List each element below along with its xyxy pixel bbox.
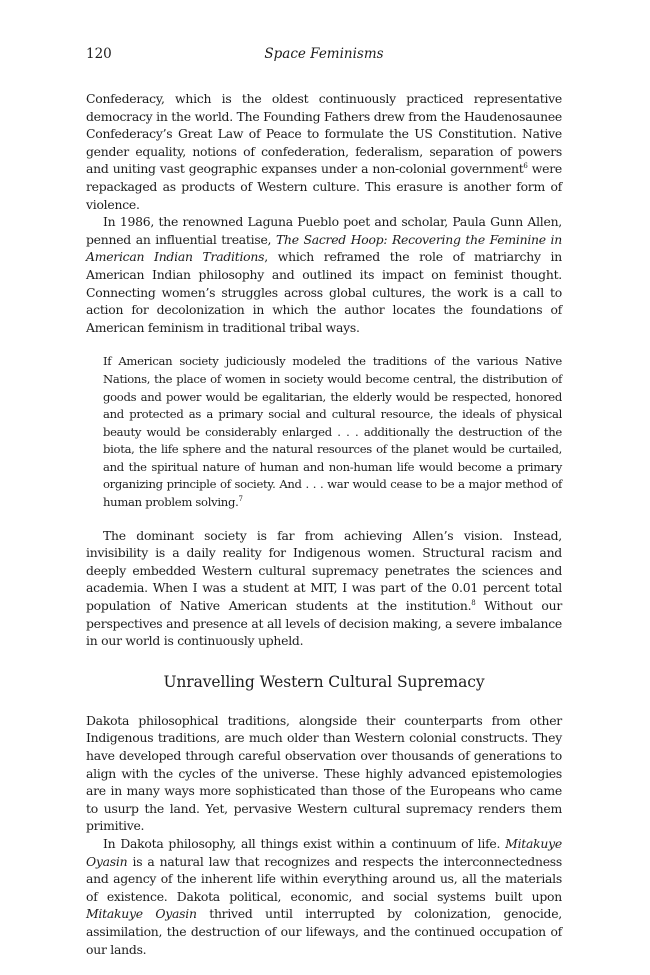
paragraph-text: The dominant society is far from achieving Allen’s vision. Instead, invisibility is a daily reality for Indigenous women. Structural racism and deeply embedded Western cultural supremacy penetrates the sciences and academia. When I was a student at MIT, I was part of the 0.01 percent total population of Native American students at the institution. [86,527,562,614]
dakota-term: Mitakuye Oyasin [86,906,197,922]
section-heading: Unravelling Western Cultural Supremacy [163,672,485,691]
paragraph-dominant-society [86,527,562,650]
paragraph-text: Without our perspectives and presence at all levels of decision making, a severe imbalance in our world is continuously upheld. [86,598,562,649]
page-header [86,46,562,66]
paragraph-continued [86,90,562,213]
page-number: 120 [86,46,112,62]
paragraph-mitakuye-oyasin [86,835,562,958]
page-body [86,90,562,958]
paragraph-text: In Dakota philosophy, all things exist within a continuum of life. [103,835,506,851]
paragraph-text: , which reframed the role of matriarchy in American Indian philosophy and outlined its impact on feminist thought. Connecting women’s struggles across global cultures, the work is a call to action for decolonization in which the author locates the foundations of American feminism in traditional tribal ways. [86,249,562,335]
paragraph-text: is a natural law that recognizes and respects the interconnectedness and agency of the inherent life within everything around us, all the materials of existence. Dakota political, economic, and social systems built upon [86,853,562,904]
footnote-marker: 8 [471,599,476,608]
footnote-marker: 6 [523,162,528,171]
paragraph-text: thrived until interrupted by colonization, genocide, assimilation, the destruction of our lifeways, and the continued occupation of our lands. [86,906,563,957]
paragraph-text: Dakota philosophical traditions, alongside their counterparts from other Indigenous traditions, are much older than Western colonial constructs. They have developed through careful observation over thousands of generations to align with the cycles of the universe. These highly advanced epistemologies are in many ways more sophisticated than those of the Europeans who came to usurp the land. Yet, pervasive Western cultural supremacy renders them primitive. [86,712,562,834]
quote-text: If American society judiciously modeled the traditions of the various Native Nations, the place of women in society would become central, the distribution of goods and power would be egalitarian, the elderly would be respected, honored and protected as a primary social and cultural resource, the ideals of physical beauty would be considerably enlarged . . . additionally the destruction of the biota, the life sphere and the natural resources of the planet would be curtailed, and the spiritual nature of human and non-human life would become a primary organizing principle of society. And . . . war would cease to be a major method of human problem solving. [103,354,562,510]
paragraph-text: Confederacy, which is the oldest continuously practiced representative democracy in the world. The Founding Fathers drew from the Haudenosaunee Confederacy’s Great Law of Peace to formulate the US Constitution. Native gender equality, notions of confederation, federalism, separation of powers and uniting vast geographic expanses under a non-colonial government [86,91,562,177]
running-title: Space Feminisms [264,46,384,62]
dakota-term: Mitakuye Oyasin [86,835,562,869]
paragraph-text: In 1986, the renowned Laguna Pueblo poet and scholar, Paula Gunn Allen, penned an influential treatise, [86,214,562,247]
block-quote [103,353,562,511]
book-title: The Sacred Hoop: Recovering the Feminine in American Indian Traditions [86,231,562,265]
footnote-marker: 7 [238,495,243,504]
paragraph-dakota-traditions [86,712,562,835]
paragraph-text: were repackaged as products of Western culture. This erasure is another form of violence. [86,161,562,212]
paragraph-allen [86,213,562,336]
